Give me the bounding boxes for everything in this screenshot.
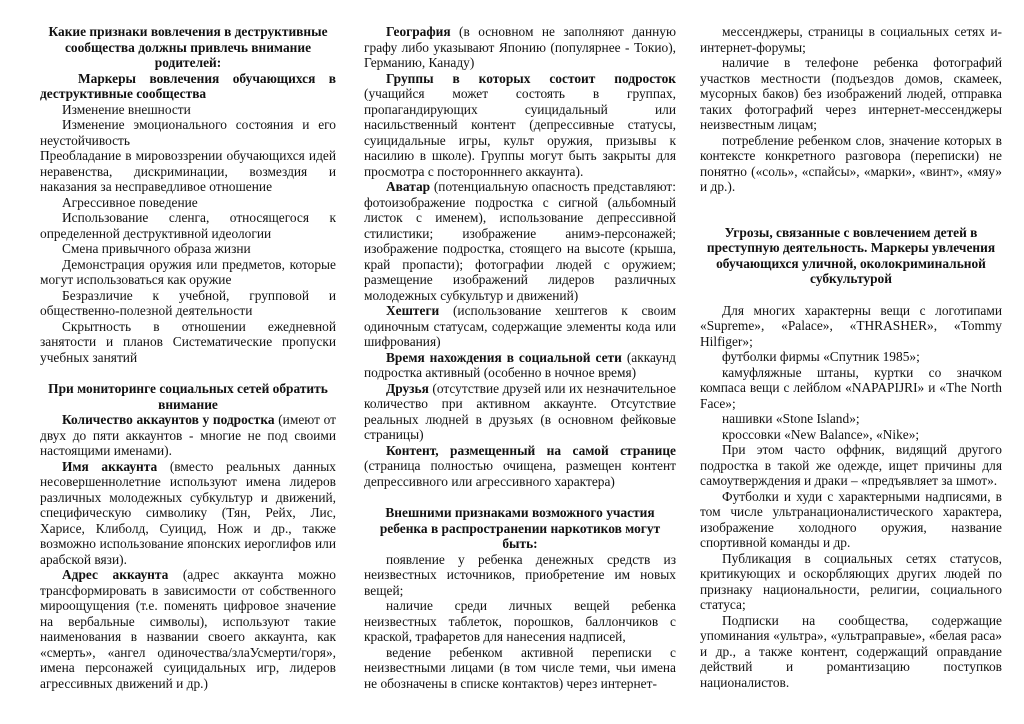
paragraph-accounts-count <box>40 412 336 459</box>
column-right <box>700 24 1002 724</box>
marker-item: Безразличие к учебной, групповой и общественно-полезной деятельности <box>40 287 336 318</box>
text-hashtags: (использование хештегов к своим одиночным статусам, содержащие элементы кода или шифрования) <box>364 303 676 349</box>
term-accounts-count: Количество аккаунтов у подростка <box>62 412 275 427</box>
drug-sign-item: наличие среди личных вещей ребенка неизвестных таблеток, порошков, баллончиков с краской, трафаретов для нанесения надписей, <box>364 598 676 644</box>
paragraph-avatar <box>364 179 676 303</box>
drug-sign-slang: потребление ребенком слов, значение которых в контексте конкретного разговора (переписки) не понятно («соль», «спайсы», «марки», «винт», «мяу» и др.). <box>700 132 1002 194</box>
subculture-item: При этом часто оффник, видящий другого подростка в такой же одежде, ищет причины для самоутверждения и драки – «предъявляет за шмот». <box>700 442 1002 488</box>
term-account-address: Адрес аккаунта <box>62 567 169 582</box>
drug-sign-photos: наличие в телефоне ребенка фотографий участков местности (подъездов домов, скамеек, мусорных баков) без изображений людей, отправка таких фотографий через интернет-мессенджеры неизвестным лицам; <box>700 55 1002 132</box>
paragraph-geography <box>364 24 676 71</box>
term-groups: Группы в которых состоит подросток <box>386 70 676 86</box>
text-geography: (в основном не заполняют данную графу либо указывают Японию (популярнее - Токио), Германию, Канаду) <box>364 24 676 70</box>
marker-item: Изменение внешности <box>62 101 191 117</box>
marker-item: Использование сленга, относящегося к определенной деструктивной идеологии <box>40 210 336 241</box>
text-avatar: (потенциальную опасность представляют: фотоизображение подростка с сигной (альбомный листок с именем), использование депрессивной стилистики; изображение анимэ-персонажей; изображение подростка, стоящего на высоте (крыша, край пропасти); фотографии людей с оружием; размещение изображений лидеров различных молодежных субкультур и движений) <box>364 179 676 303</box>
marker-item: Преобладание в мировоззрении обучающихся идей неравенства, дискриминации, возмездия и наказания за несправедливое отношение <box>40 148 336 194</box>
subculture-item: нашивки «Stone Island»; <box>722 411 860 426</box>
paragraph-hashtags <box>364 303 676 350</box>
text-online-time: (аккаунд подростка активный (особенно в ночное время) <box>364 349 676 380</box>
subculture-item: кроссовки «New Balance», «Nike»; <box>722 426 920 442</box>
subheading-markers: Маркеры вовлечения обучающихся в деструктивные сообщества <box>40 70 336 101</box>
text-content: (страница полностью очищена, размещен контент депрессивного или агрессивного характера) <box>364 458 676 489</box>
term-geography: География <box>386 24 451 39</box>
subculture-item: футболки фирмы «Спутник 1985»; <box>722 349 920 364</box>
subculture-item: Публикация в социальных сетях статусов, критикующих и оскорбляющих других людей по признаку национальности, религии, социального статуса; <box>700 550 1002 612</box>
drug-sign-item: ведение ребенком активной переписки с неизвестными лицами (в том числе теми, чьи имена не обозначены в списке контактов) через интернет- <box>364 644 676 691</box>
subculture-item: Футболки и худи с характерными надписями, в том числе ультранационалистического характера, изображение холодного оружия, название спортивной команды и др. <box>700 488 1002 550</box>
heading-social-monitoring: При мониторинге социальных сетей обратить внимание <box>48 381 328 412</box>
column-middle <box>364 24 676 724</box>
paragraph-account-name <box>40 459 336 568</box>
subculture-item: камуфляжные штаны, куртки со значком компаса вещи с лейблом «NAPAPIJRI» и «The North Face»; <box>700 364 1002 411</box>
text-account-address: (адрес аккаунта можно трансформировать в зависимости от собственного мироощущения (т.е. поменять цифровое значение на вербальные символы), используют такие наименования в названии своего аккаунта, как «смерть», «ангел одиночества/злаУсмерти/горя», имена персонажей суицидальных игр, лидеров агрессивных движений и др.) <box>40 567 336 691</box>
paragraph-friends <box>364 381 676 443</box>
subculture-item: Подписки на сообщества, содержащие упоминания «ультра», «ультраправые», «белая раса» и др., а также контент, содержащий оправдание действий и романтизацию поступков националистов. <box>700 612 1002 690</box>
text-accounts-count: (имеют от двух до пяти аккаунтов - многие не под своими настоящими именами). <box>40 412 336 458</box>
term-avatar: Аватар <box>386 179 431 194</box>
term-hashtags: Хештеги <box>386 303 440 318</box>
paragraph-account-address <box>40 567 336 691</box>
marker-item: Смена привычного образа жизни <box>62 241 251 256</box>
marker-item: Демонстрация оружия или предметов, которые могут использоваться как оружие <box>40 256 336 287</box>
paragraph-content <box>364 443 676 490</box>
term-online-time: Время нахождения в социальной сети <box>386 349 622 365</box>
marker-item: Агрессивное поведение <box>62 194 198 210</box>
text-groups: (учащийся может состоять в группах, пропагандирующих суицидальный или насильственный контент (депрессивные статусы, суицидальные игры, культ оружия, призывы к насилию в школе). Группы могут быть закрыты для просмотра с посторонннего аккаунта). <box>364 86 676 179</box>
subculture-item: Для многих характерны вещи с логотипами «Supreme», «Palace», «THRASHER», «Tommy Hilfiger»; <box>700 302 1002 349</box>
heading-drug-signs: Внешними признаками возможного участия ребенка в распространении наркотиков могут быть: <box>379 505 661 551</box>
heading-street-subculture: Угрозы, связанные с вовлечением детей в преступную деятельность. Маркеры увлечения обучающихся уличной, околокриминальной субкультурой <box>706 224 996 286</box>
heading-parents-signs: Какие признаки вовлечения в деструктивные сообщества должны привлечь внимание родителей: <box>48 24 328 70</box>
paragraph-online-time <box>364 350 676 381</box>
marker-item: Изменение эмоционального состояния и его неустойчивость <box>40 117 336 148</box>
text-friends: (отсутствие друзей или их незначительное количество при активном аккаунте. Отсутствие реальных людней в друзьях (в основном фейковые страницы) <box>364 380 676 442</box>
text-account-name: (вместо реальных данных несовершеннолетние используют имена лидеров различных молодежных субкультур и движений, специфическую символику (Тян, Рейх, Лис, Харисе, Клиболд, Суицид, Нож и др., также возможно использование японских иероглифов или арабской вязи). <box>40 458 336 567</box>
term-content: Контент, размещенный на самой странице <box>386 442 676 458</box>
column-left <box>40 24 336 724</box>
term-friends: Друзья <box>386 380 429 396</box>
drug-sign-continued: мессенджеры, страницы в социальных сетях и-интернет-форумы; <box>700 24 1002 55</box>
marker-item: Скрытность в отношении ежедневной занятости и планов Систематические пропуски учебных занятий <box>40 318 336 365</box>
term-account-name: Имя аккаунта <box>62 458 158 474</box>
drug-sign-item: появление у ребенка денежных средств из неизвестных источников, приобретение им новых вещей; <box>364 551 676 598</box>
paragraph-groups <box>364 71 676 180</box>
